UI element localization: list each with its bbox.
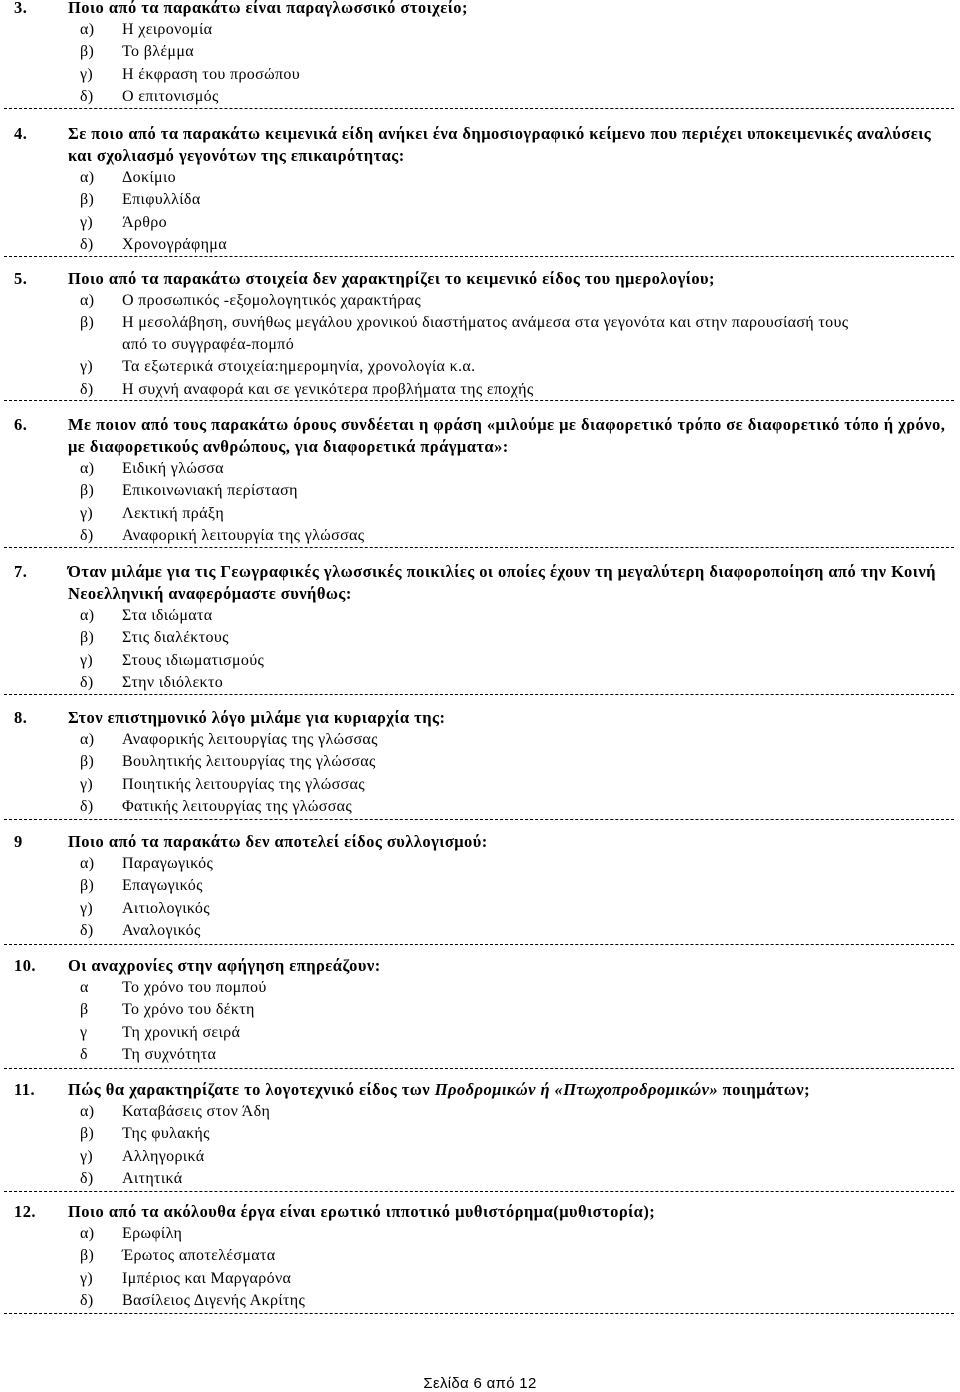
question-text: Ποιο από τα παρακάτω δεν αποτελεί είδος συλλογισμού: (68, 832, 488, 851)
question-stem (0, 123, 960, 167)
question-11 (0, 1079, 960, 1190)
option-letter: γ) (80, 899, 94, 917)
options-list (0, 19, 960, 108)
options-list (0, 458, 960, 547)
option-letter: β) (80, 43, 95, 61)
option-d (0, 920, 960, 942)
option-a (0, 729, 960, 751)
options-list (0, 605, 960, 694)
question-6 (0, 414, 960, 547)
option-text: Αναλογικός (122, 921, 201, 939)
option-letter: β) (80, 191, 95, 209)
option-text: Ειδική γλώσσα (122, 460, 224, 477)
option-letter: δ (80, 1045, 88, 1063)
option-text: Ποιητικής λειτουργίας της γλώσσας (122, 775, 365, 793)
question-divider (4, 256, 954, 257)
option-letter: γ) (80, 1269, 94, 1287)
option-letter: δ) (80, 235, 94, 253)
option-text: Στους ιδιωματισμούς (122, 651, 265, 669)
question-text: Όταν μιλάμε για τις Γεωγραφικές γλωσσικές ποικιλίες οι οποίες έχουν τη μεγαλύτερη διαφοροποίηση από την Κοινή Νεοελληνική αναφερόμαστε συνήθως: (68, 562, 936, 603)
option-a (0, 853, 960, 875)
option-c (0, 1268, 960, 1290)
option-text: Αναφορικής λειτουργίας της γλώσσας (122, 731, 378, 748)
option-text: Της φυλακής (122, 1125, 210, 1143)
options-list (0, 1223, 960, 1312)
option-letter: β) (80, 877, 95, 895)
option-c (0, 64, 960, 86)
question-number: 3. (14, 0, 28, 17)
option-letter: α) (80, 855, 95, 872)
option-b (0, 312, 960, 356)
option-a (0, 1223, 960, 1245)
option-letter: β) (80, 753, 95, 771)
option-letter: δ) (80, 380, 94, 398)
question-text: Ποιο από τα παρακάτω στοιχεία δεν χαρακτηρίζει το κειμενικό είδος του ημερολογίου; (68, 269, 715, 288)
question-8 (0, 707, 960, 818)
option-text: Η συχνή αναφορά και σε γενικότερα προβλήματα της εποχής (122, 380, 534, 398)
option-letter: α) (80, 607, 95, 624)
option-text: Η μεσολάβηση, συνήθως μεγάλου χρονικού διαστήματος ανάμεσα στα γεγονότα και στην παρουσίασή τους από το συγγραφέα-πομπό (122, 314, 849, 354)
question-number: 7. (14, 562, 28, 581)
question-number: 8. (14, 708, 28, 727)
question-divider (4, 1313, 954, 1314)
option-d (0, 1290, 960, 1312)
option-letter: α) (80, 460, 95, 477)
question-5 (0, 268, 960, 401)
option-letter: γ) (80, 775, 94, 793)
option-b (0, 41, 960, 63)
option-letter: β) (80, 1247, 95, 1265)
option-c (0, 774, 960, 796)
question-divider (4, 694, 954, 695)
option-b (0, 999, 960, 1021)
question-4 (0, 123, 960, 256)
option-d (0, 86, 960, 108)
option-text: Στα ιδιώματα (122, 607, 213, 624)
options-list (0, 729, 960, 818)
option-a (0, 167, 960, 189)
option-text: Ο προσωπικός -εξομολογητικός χαρακτήρας (122, 292, 422, 309)
page-footer (0, 1375, 960, 1392)
option-text: Καταβάσεις στον Άδη (122, 1103, 271, 1120)
option-d (0, 379, 960, 401)
option-text: Έρωτος αποτελέσματα (122, 1247, 276, 1265)
question-stem (0, 268, 960, 290)
options-list (0, 1101, 960, 1190)
option-text: Επαγωγικός (122, 877, 203, 895)
option-letter: α (80, 979, 89, 996)
option-letter: δ) (80, 921, 94, 939)
option-text: Βουλητικής λειτουργίας της γλώσσας (122, 753, 376, 771)
question-divider (4, 1191, 954, 1192)
question-divider (4, 108, 954, 109)
option-text: Παραγωγικός (122, 855, 214, 872)
option-c (0, 212, 960, 234)
option-text: Επικοινωνιακή περίσταση (122, 482, 298, 500)
question-number: 12. (14, 1202, 36, 1221)
option-letter: β) (80, 1125, 95, 1143)
option-b (0, 1123, 960, 1145)
question-10 (0, 955, 960, 1066)
question-9 (0, 831, 960, 942)
option-text: Αναφορική λειτουργία της γλώσσας (122, 526, 365, 544)
question-number: 6. (14, 415, 28, 434)
option-letter: γ) (80, 213, 94, 231)
option-text: Αλληγορικά (122, 1147, 205, 1165)
option-text: Χρονογράφημα (122, 235, 227, 253)
option-letter: δ) (80, 1169, 94, 1187)
option-text: Το χρόνο του δέκτη (122, 1001, 255, 1019)
option-letter: γ) (80, 358, 94, 376)
option-letter: β) (80, 314, 95, 332)
options-list (0, 167, 960, 256)
option-text: Η έκφραση του προσώπου (122, 65, 301, 83)
option-d (0, 796, 960, 818)
option-text: Στην ιδιόλεκτο (122, 673, 224, 691)
options-list (0, 853, 960, 942)
question-text-after: ποιημάτων; (722, 1080, 811, 1099)
option-c (0, 898, 960, 920)
option-text: Άρθρο (122, 213, 167, 231)
question-stem (0, 0, 960, 19)
option-text: Βασίλειος Διγενής Ακρίτης (122, 1291, 306, 1309)
option-a (0, 458, 960, 480)
option-text: Τη συχνότητα (122, 1045, 217, 1063)
question-text-before: Πώς θα χαρακτηρίζατε το λογοτεχνικό είδος των (68, 1080, 431, 1099)
option-letter: α) (80, 21, 95, 38)
option-letter: δ) (80, 526, 94, 544)
option-text: Λεκτική πράξη (122, 504, 225, 522)
option-letter: α) (80, 731, 95, 748)
option-text: Ερωφίλη (122, 1225, 183, 1242)
question-number: 11. (14, 1080, 36, 1099)
option-text: Το βλέμμα (122, 43, 194, 61)
question-text-italic: Προδρομικών ή «Πτωχοπροδρομικών» (434, 1080, 719, 1099)
options-list (0, 977, 960, 1066)
question-number: 10. (14, 956, 36, 975)
option-letter: α) (80, 1225, 95, 1242)
option-a (0, 605, 960, 627)
option-letter: δ) (80, 797, 94, 815)
option-letter: δ) (80, 1291, 94, 1309)
option-a (0, 1101, 960, 1123)
option-c (0, 503, 960, 525)
option-letter: β) (80, 482, 95, 500)
question-text: Ποιο από τα παρακάτω είναι παραγλωσσικό στοιχείο; (68, 0, 468, 17)
page-number: Σελίδα 6 από 12 (423, 1375, 537, 1392)
question-divider (4, 400, 954, 401)
question-12 (0, 1201, 960, 1312)
option-d (0, 672, 960, 694)
option-b (0, 751, 960, 773)
option-b (0, 1245, 960, 1267)
option-letter: α) (80, 1103, 95, 1120)
option-d (0, 525, 960, 547)
question-divider (4, 819, 954, 820)
question-text: Στον επιστημονικό λόγο μιλάμε για κυριαρχία της: (68, 708, 446, 727)
option-d (0, 1168, 960, 1190)
option-d (0, 234, 960, 256)
option-text: Επιφυλλίδα (122, 191, 201, 209)
option-letter: δ) (80, 87, 94, 105)
option-text: Δοκίμιο (122, 169, 176, 186)
option-a (0, 290, 960, 312)
question-stem (0, 1201, 960, 1223)
question-text: Οι αναχρονίες στην αφήγηση επηρεάζουν: (68, 956, 381, 975)
question-text: Ποιο από τα ακόλουθα έργα είναι ερωτικό ιπποτικό μυθιστόρημα(μυθιστορία); (68, 1202, 656, 1221)
option-text: Αιτητικά (122, 1169, 183, 1187)
option-text: Τη χρονική σειρά (122, 1023, 241, 1041)
option-c (0, 650, 960, 672)
option-letter: β (80, 1001, 89, 1019)
option-letter: δ) (80, 673, 94, 691)
option-letter: γ) (80, 504, 94, 522)
option-text: Στις διαλέκτους (122, 629, 229, 647)
question-stem (0, 414, 960, 458)
option-b (0, 189, 960, 211)
option-b (0, 627, 960, 649)
option-letter: α) (80, 292, 95, 309)
option-text: Φατικής λειτουργίας της γλώσσας (122, 797, 353, 815)
option-text: Η χειρονομία (122, 21, 213, 38)
option-text: Το χρόνο του πομπού (122, 979, 267, 996)
option-letter: γ) (80, 651, 94, 669)
question-3 (0, 0, 960, 108)
question-stem (0, 561, 960, 605)
option-text: Ο επιτονισμός (122, 87, 219, 105)
question-divider (4, 1068, 954, 1069)
option-a (0, 977, 960, 999)
question-stem (0, 707, 960, 729)
option-text: Ιμπέριος και Μαργαρόνα (122, 1269, 292, 1287)
question-number: 5. (14, 269, 28, 288)
question-number: 4. (14, 124, 28, 143)
question-stem (0, 955, 960, 977)
option-b (0, 480, 960, 502)
option-text: Αιτιολογικός (122, 899, 210, 917)
option-a (0, 19, 960, 41)
option-letter: γ) (80, 65, 94, 83)
option-letter: β) (80, 629, 95, 647)
option-text: Τα εξωτερικά στοιχεία:ημερομηνία, χρονολογία κ.α. (122, 358, 476, 376)
question-text: Με ποιον από τους παρακάτω όρους συνδέεται η φράση «μιλούμε με διαφορετικό τρόπο σε διαφορετικό τόπο ή χρόνο, με διαφορετικούς ανθρώπους, για διαφορετικά πράγματα»: (68, 415, 946, 456)
option-b (0, 875, 960, 897)
question-divider (4, 547, 954, 548)
question-stem (0, 1079, 960, 1101)
option-d (0, 1044, 960, 1066)
question-divider (4, 944, 954, 945)
question-7 (0, 561, 960, 694)
option-letter: α) (80, 169, 95, 186)
options-list (0, 290, 960, 401)
option-c (0, 1146, 960, 1168)
option-c (0, 356, 960, 378)
question-number: 9 (14, 832, 23, 851)
question-stem (0, 831, 960, 853)
question-text: Σε ποιο από τα παρακάτω κειμενικά είδη ανήκει ένα δημοσιογραφικό κείμενο που περιέχει υποκειμενικές αναλύσεις και σχολιασμό γεγονότων της επικαιρότητας: (68, 124, 932, 165)
option-letter: γ (80, 1023, 88, 1041)
option-letter: γ) (80, 1147, 94, 1165)
option-c (0, 1022, 960, 1044)
